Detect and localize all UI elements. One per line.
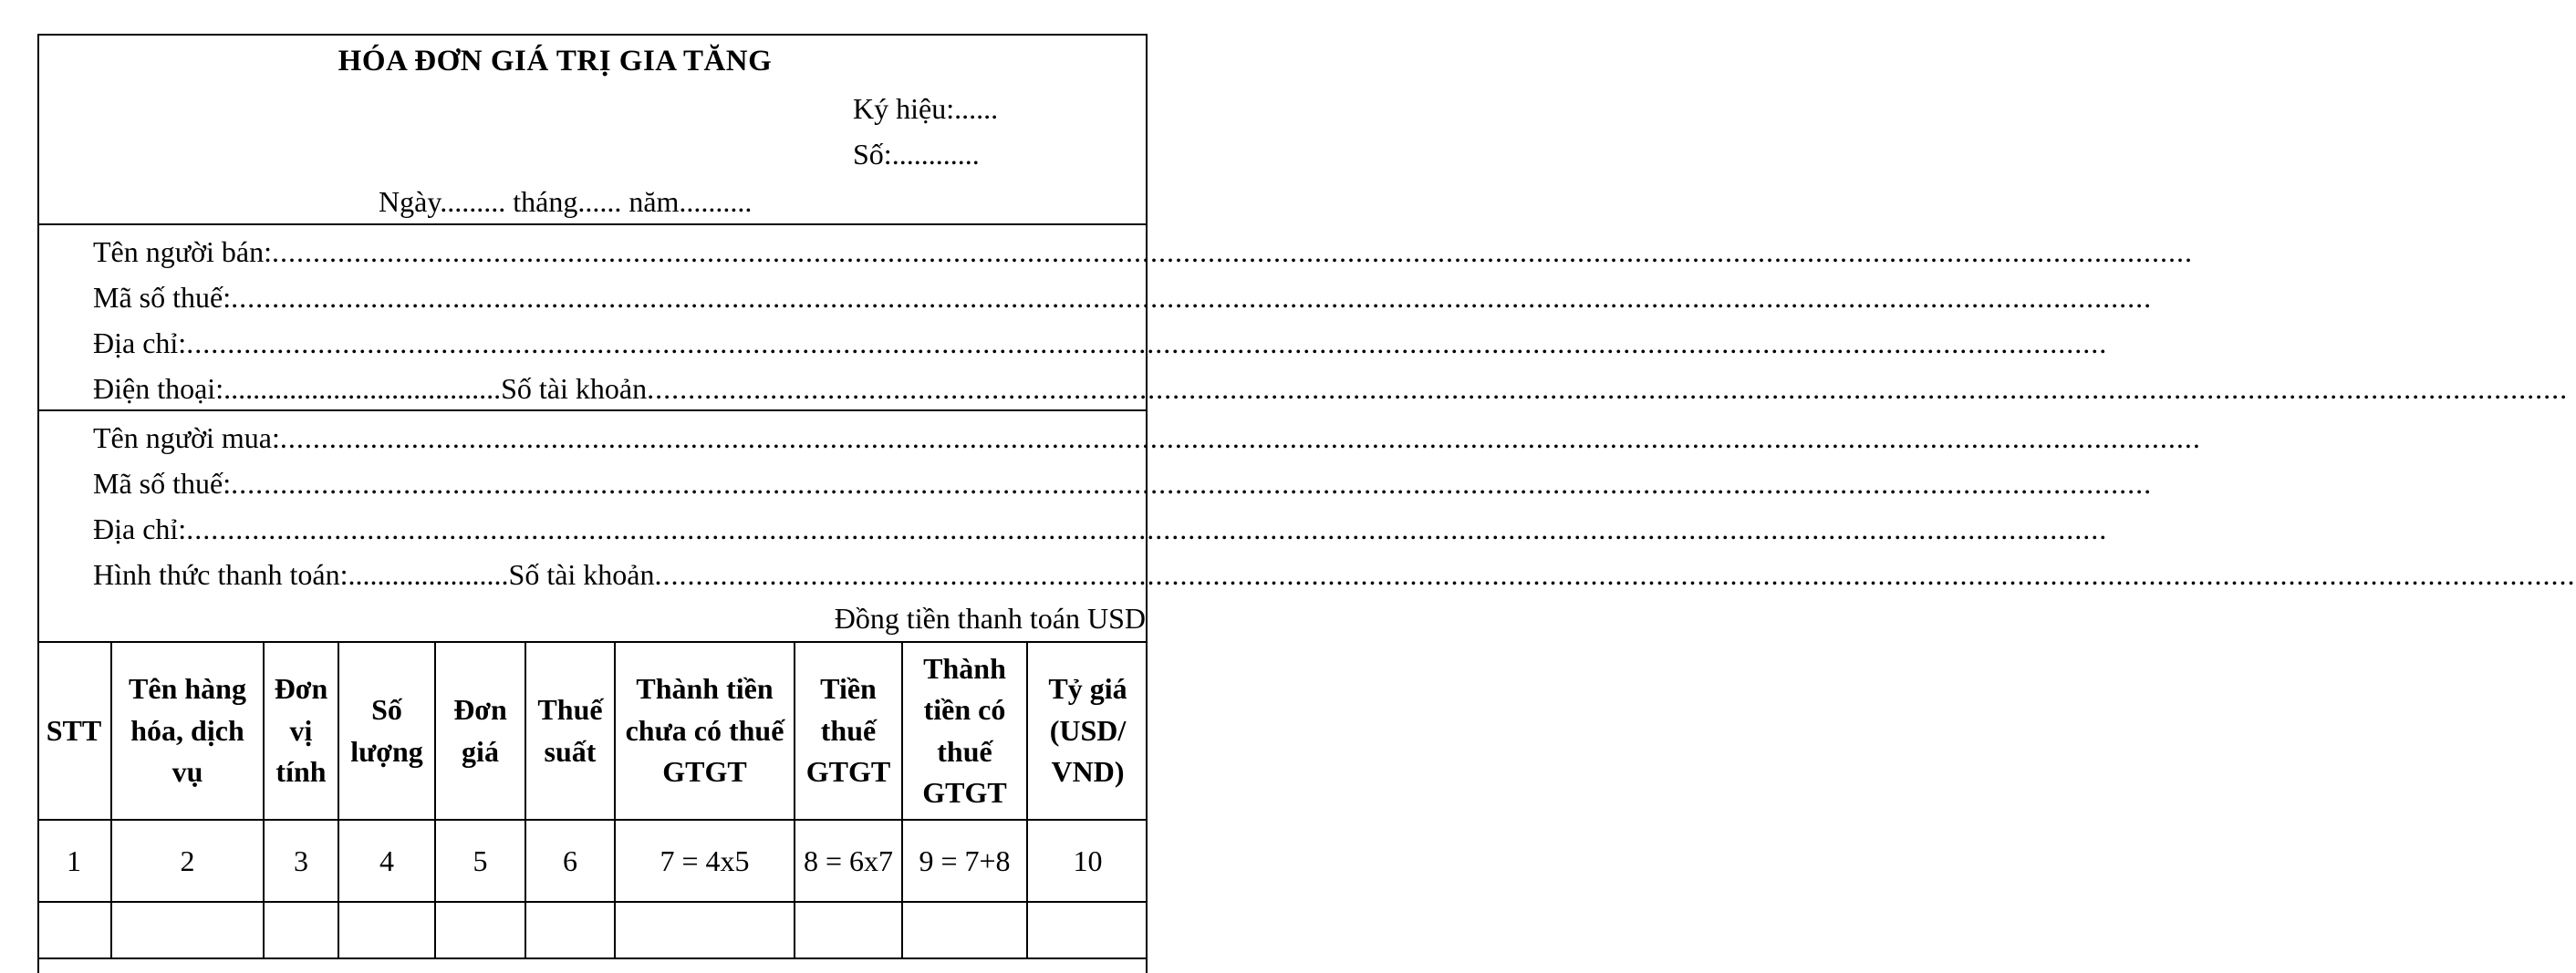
table-number-row — [37, 820, 1148, 902]
table-cell — [435, 902, 525, 958]
column-header: Tên hàng hóa, dịch vụ — [111, 642, 264, 820]
buyer-tax-dots: .......................................................................................................................................................................................................................................... — [231, 467, 2153, 500]
table-cell — [264, 902, 338, 958]
table-row — [37, 902, 1148, 958]
buyer-tax-label: Mã số thuế: — [93, 467, 232, 500]
seller-tax-label: Mã số thuế: — [93, 281, 232, 314]
invoice-number: Số:............ — [853, 138, 980, 171]
column-header: STT — [37, 642, 111, 820]
invoice-symbol: Ký hiệu:...... — [853, 92, 999, 125]
buyer-payment-field — [93, 558, 2576, 595]
buyer-account-label: Số tài khoản — [508, 558, 655, 591]
seller-name-dots: .......................................................................................................................................................................................................................................... — [272, 235, 2193, 268]
seller-phone-label: Điện thoại: — [93, 372, 224, 405]
seller-phone-field — [93, 372, 2569, 409]
seller-phone-dots: ...................................... — [223, 372, 502, 405]
invoice-date: Ngày......... tháng...... năm.......... — [379, 185, 753, 218]
items-table — [37, 641, 1148, 959]
divider-header — [37, 223, 1148, 225]
seller-address-dots: .......................................................................................................................................................................................................................................... — [186, 326, 2108, 359]
table-cell — [615, 902, 795, 958]
buyer-address-dots: .......................................................................................................................................................................................................................................... — [186, 512, 2108, 545]
column-header: Thuế suất — [525, 642, 615, 820]
column-number: 10 — [1027, 820, 1148, 902]
buyer-payment-dots: ...................... — [348, 558, 509, 591]
buyer-account-dots: .......................................................................................................................................................................................................................................... — [654, 558, 2576, 591]
column-number: 2 — [111, 820, 264, 902]
column-number: 4 — [338, 820, 435, 902]
buyer-name-dots: .......................................................................................................................................................................................................................................... — [279, 421, 2201, 454]
invoice-title: HÓA ĐƠN GIÁ TRỊ GIA TĂNG — [338, 45, 773, 78]
seller-account-dots: .......................................................................................................................................................................................................................................... — [647, 372, 2569, 405]
column-header: Thành tiền chưa có thuế GTGT — [615, 642, 795, 820]
column-header: Tiền thuế GTGT — [795, 642, 902, 820]
table-header-row — [37, 642, 1148, 820]
seller-tax-dots: .......................................................................................................................................................................................................................................... — [231, 281, 2153, 314]
seller-address-field — [93, 326, 2108, 363]
table-cell — [111, 902, 264, 958]
table-cell — [37, 902, 111, 958]
table-cell — [525, 902, 615, 958]
buyer-address-label: Địa chỉ: — [93, 512, 187, 545]
seller-account-label: Số tài khoản — [501, 372, 648, 405]
table-cell — [1027, 902, 1148, 958]
divider-seller — [37, 409, 1148, 411]
column-number: 8 = 6x7 — [795, 820, 902, 902]
column-number: 9 = 7+8 — [902, 820, 1027, 902]
buyer-name-field — [93, 421, 2201, 458]
buyer-name-label: Tên người mua: — [93, 421, 280, 454]
column-header: Đơn vị tính — [264, 642, 338, 820]
buyer-tax-field — [93, 467, 2153, 503]
column-number: 7 = 4x5 — [615, 820, 795, 902]
table-cell — [902, 902, 1027, 958]
seller-address-label: Địa chỉ: — [93, 326, 187, 359]
buyer-payment-label: Hình thức thanh toán: — [93, 558, 348, 591]
column-number: 1 — [37, 820, 111, 902]
currency-note: Đồng tiền thanh toán USD — [834, 602, 1146, 635]
column-number: 5 — [435, 820, 525, 902]
column-header: Đơn giá — [435, 642, 525, 820]
table-cell — [338, 902, 435, 958]
buyer-address-field — [93, 512, 2108, 549]
seller-name-field — [93, 235, 2193, 272]
column-header: Thành tiền có thuế GTGT — [902, 642, 1027, 820]
column-number: 6 — [525, 820, 615, 902]
table-cell — [795, 902, 902, 958]
column-header: Tỷ giá (USD/ VND) — [1027, 642, 1148, 820]
column-number: 3 — [264, 820, 338, 902]
seller-name-label: Tên người bán: — [93, 235, 272, 268]
column-header: Số lượng — [338, 642, 435, 820]
seller-tax-field — [93, 281, 2153, 317]
